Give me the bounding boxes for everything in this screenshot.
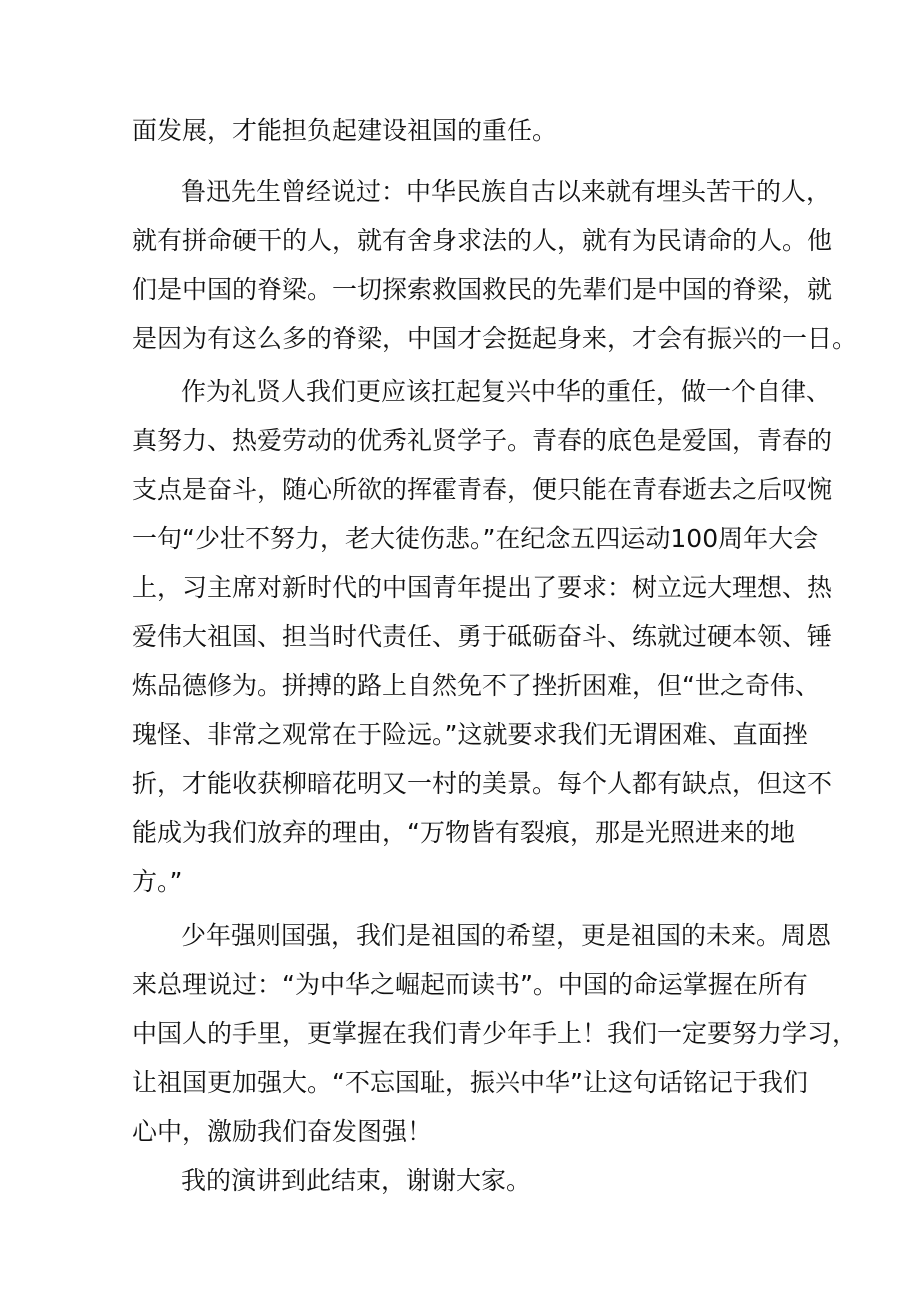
text-line: 瑰怪、非常之观常在于险远。”这就要求我们无谓困难、直面挫	[132, 720, 808, 749]
text-line: 炼品德修为。拼搏的路上自然免不了挫折困难，但“世之奇伟、	[132, 671, 820, 700]
text-line: 能成为我们放弃的理由，“万物皆有裂痕，那是光照进来的地	[132, 818, 795, 847]
text-line: 们是中国的脊梁。一切探索救国救民的先辈们是中国的脊梁，就	[132, 275, 833, 304]
text-line: 上，习主席对新时代的中国青年提出了要求：树立远大理想、热	[132, 573, 833, 602]
text-line: 一句“少壮不努力，老大徒伤悲。”在纪念五四运动100周年大会	[132, 524, 819, 553]
text-line: 方。”	[132, 867, 183, 896]
text-line: 爱伟大祖国、担当时代责任、勇于砥砺奋斗、练就过硬本领、锤	[132, 622, 833, 651]
text-line: 真努力、热爱劳动的优秀礼贤学子。青春的底色是爱国，青春的	[132, 426, 833, 455]
text-line: 是因为有这么多的脊梁，中国才会挺起身来，才会有振兴的一日。	[132, 324, 858, 353]
text-line: 心中，激励我们奋发图强！	[132, 1117, 433, 1146]
paragraph-first-line: 少年强则国强，我们是祖国的希望，更是祖国的未来。周恩	[181, 921, 832, 950]
text-line: 来总理说过：“为中华之崛起而读书”。中国的命运掌握在所有	[132, 970, 808, 999]
text-line: 面发展，才能担负起建设祖国的重任。	[132, 116, 558, 145]
text-line: 就有拼命硬干的人，就有舍身求法的人，就有为民请命的人。他	[132, 226, 833, 255]
paragraph-first-line: 我的演讲到此结束，谢谢大家。	[181, 1166, 532, 1195]
text-line: 让祖国更加强大。“不忘国耻，振兴中华”让这句话铭记于我们	[132, 1068, 808, 1097]
paragraph-first-line: 作为礼贤人我们更应该扛起复兴中华的重任，做一个自律、	[181, 377, 832, 406]
text-line: 中国人的手里，更掌握在我们青少年手上！我们一定要努力学习，	[132, 1019, 858, 1048]
text-line: 折，才能收获柳暗花明又一村的美景。每个人都有缺点，但这不	[132, 769, 833, 798]
text-line: 支点是奋斗，随心所欲的挥霍青春，便只能在青春逝去之后叹惋	[132, 475, 833, 504]
paragraph-first-line: 鲁迅先生曾经说过：中华民族自古以来就有埋头苦干的人，	[181, 177, 832, 206]
